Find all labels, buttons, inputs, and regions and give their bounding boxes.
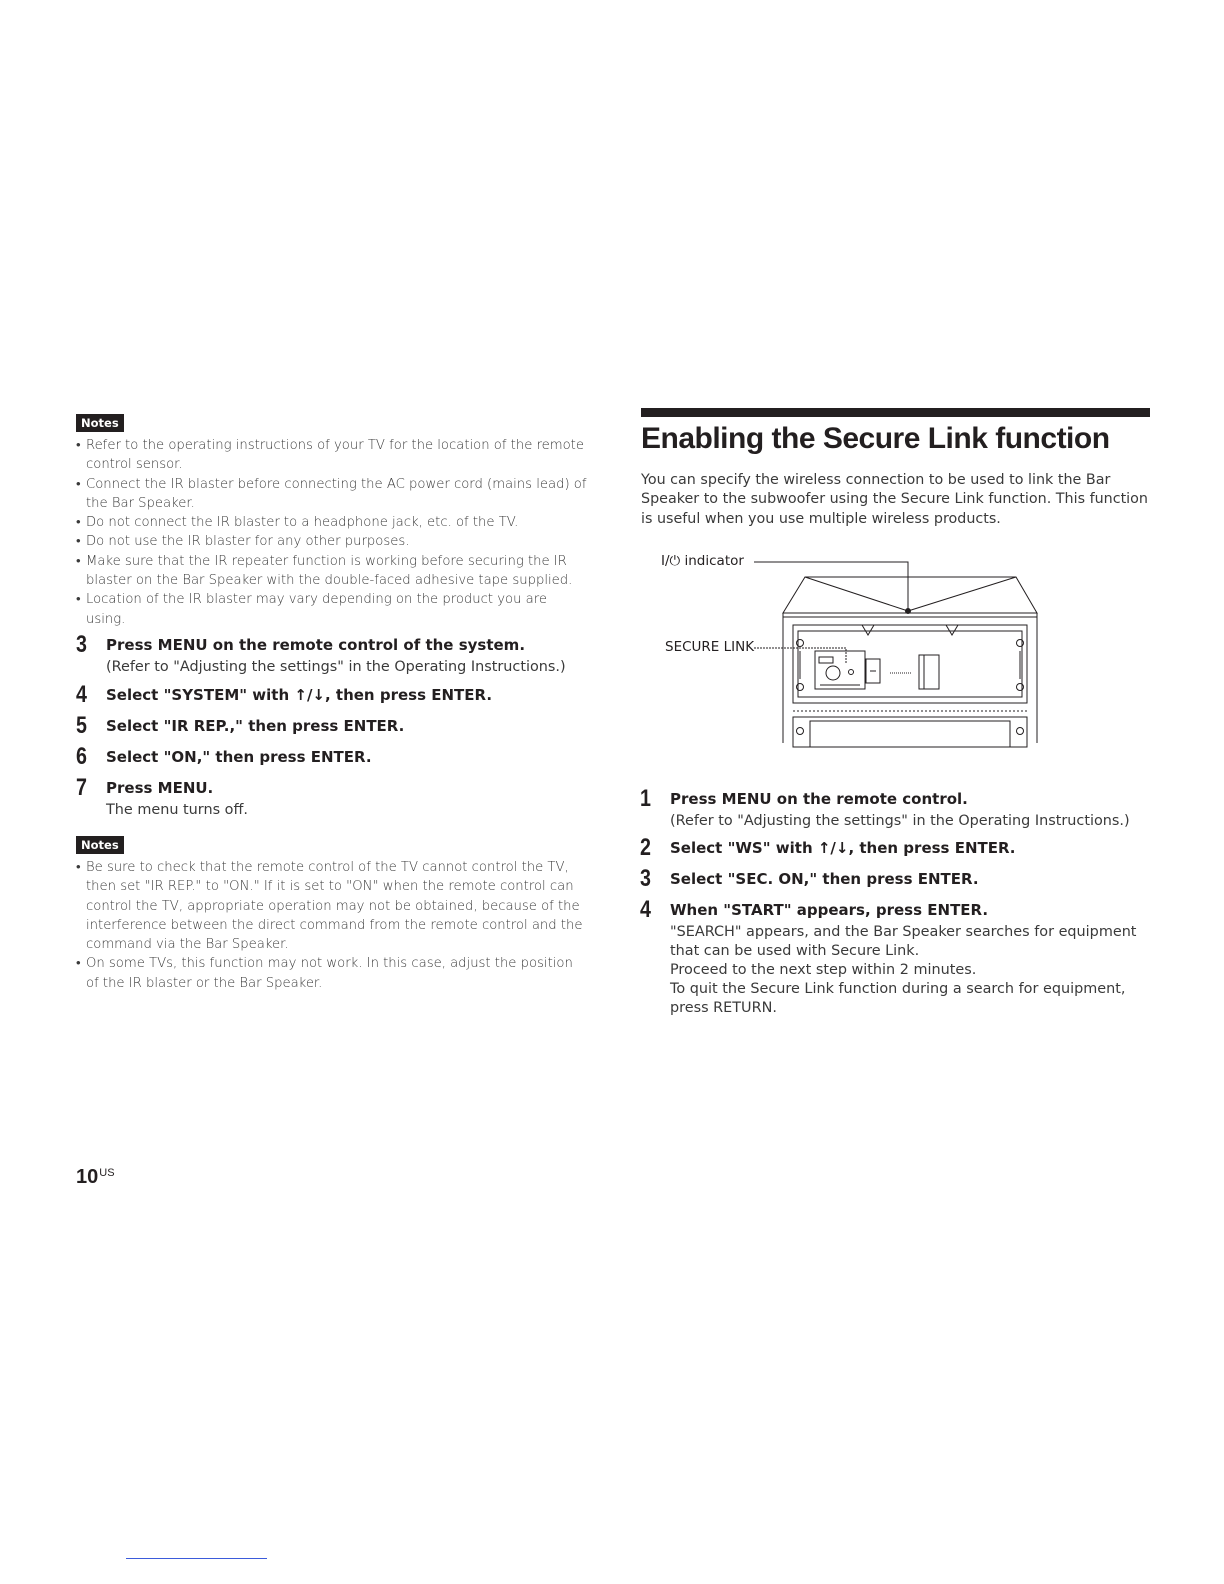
step-1 xyxy=(640,785,1152,831)
page-number-value: 10 xyxy=(76,1166,99,1188)
step-3 xyxy=(76,631,588,677)
note-item: • On some TVs, this function may not work. In this case, adjust the position of the IR blaster or the Bar Speaker. xyxy=(76,954,588,993)
step-title: Press MENU on the remote control of the system. xyxy=(106,636,526,654)
step-number: 3 xyxy=(76,631,87,658)
step-body-line: Proceed to the next step within 2 minutes. xyxy=(670,962,977,978)
page-number xyxy=(76,1166,115,1189)
step-number: 4 xyxy=(640,896,651,923)
section-intro: You can specify the wireless connection to be used to link the Bar Speaker to the subwoofer using the Secure Link function. This function is useful when you use multiple wireless products. xyxy=(641,472,1148,527)
step-2 xyxy=(640,834,1152,861)
left-steps xyxy=(76,631,588,820)
note-item: • Connect the IR blaster before connecting the AC power cord (mains lead) of the Bar Speaker. xyxy=(76,475,588,514)
notes-badge: Notes xyxy=(76,836,124,854)
secure-link-label: SECURE LINK xyxy=(665,639,755,655)
step-title: Select "SEC. ON," then press ENTER. xyxy=(670,870,979,888)
step-body: (Refer to "Adjusting the settings" in the Operating Instructions.) xyxy=(106,659,566,675)
step-6 xyxy=(76,743,588,770)
step-title: Select "IR REP.," then press ENTER. xyxy=(106,717,405,735)
step-title: Select "SYSTEM" with ↑/↓, then press ENTER. xyxy=(106,686,493,704)
indicator-label: I/⏻ indicator xyxy=(661,553,744,569)
step-body xyxy=(670,812,1152,831)
footer-rule xyxy=(126,1558,267,1559)
note-item: • Refer to the operating instructions of your TV for the location of the remote control sensor. xyxy=(76,436,588,475)
notes-list-1 xyxy=(76,436,588,629)
step-title: Press MENU. xyxy=(106,779,214,797)
note-item: • Location of the IR blaster may vary depending on the product you are using. xyxy=(76,590,588,629)
step-body: The menu turns off. xyxy=(106,802,248,818)
step-3 xyxy=(640,865,1152,892)
step-4 xyxy=(76,681,588,708)
right-steps xyxy=(640,785,1152,1018)
step-number: 2 xyxy=(640,834,651,861)
page-number-suffix: US xyxy=(99,1167,115,1179)
step-body-line: (Refer to "Adjusting the settings" in the Operating Instructions.) xyxy=(670,813,1130,829)
step-number: 7 xyxy=(76,774,87,801)
step-body-line: To quit the Secure Link function during a search for equipment, press RETURN. xyxy=(670,981,1126,1016)
step-5 xyxy=(76,712,588,739)
step-4 xyxy=(640,896,1152,1018)
step-title: Press MENU on the remote control. xyxy=(670,790,968,808)
step-number: 4 xyxy=(76,681,87,708)
step-7 xyxy=(76,774,588,820)
notes-list-2 xyxy=(76,858,588,993)
note-item: • Do not connect the IR blaster to a headphone jack, etc. of the TV. xyxy=(76,513,588,532)
note-item: • Make sure that the IR repeater function is working before securing the IR blaster on the Bar Speaker with the double-faced adhesive tape supplied. xyxy=(76,552,588,591)
heading-rule xyxy=(641,408,1150,417)
bar-speaker-diagram xyxy=(640,545,1060,750)
step-body-line: "SEARCH" appears, and the Bar Speaker searches for equipment that can be used with Secure Link. xyxy=(670,924,1137,959)
step-number: 6 xyxy=(76,743,87,770)
step-body xyxy=(670,923,1152,1018)
note-item: • Do not use the IR blaster for any other purposes. xyxy=(76,532,588,551)
step-number: 3 xyxy=(640,865,651,892)
left-notes-2 xyxy=(76,834,588,993)
step-number: 5 xyxy=(76,712,87,739)
left-column xyxy=(76,412,588,629)
section-heading: Enabling the Secure Link function xyxy=(641,422,1110,455)
notes-badge: Notes xyxy=(76,414,124,432)
step-title: Select "WS" with ↑/↓, then press ENTER. xyxy=(670,839,1016,857)
step-title: Select "ON," then press ENTER. xyxy=(106,748,372,766)
step-title: When "START" appears, press ENTER. xyxy=(670,901,989,919)
speaker-illustration xyxy=(640,545,1060,750)
step-number: 1 xyxy=(640,785,651,812)
note-item: • Be sure to check that the remote control of the TV cannot control the TV, then set "IR REP." to "ON." If it is set to "ON" when the remote control can control the TV, appropriate operation may not be obtained, because of the interference between the direct command from the remote control and the command via the Bar Speaker. xyxy=(76,858,588,954)
